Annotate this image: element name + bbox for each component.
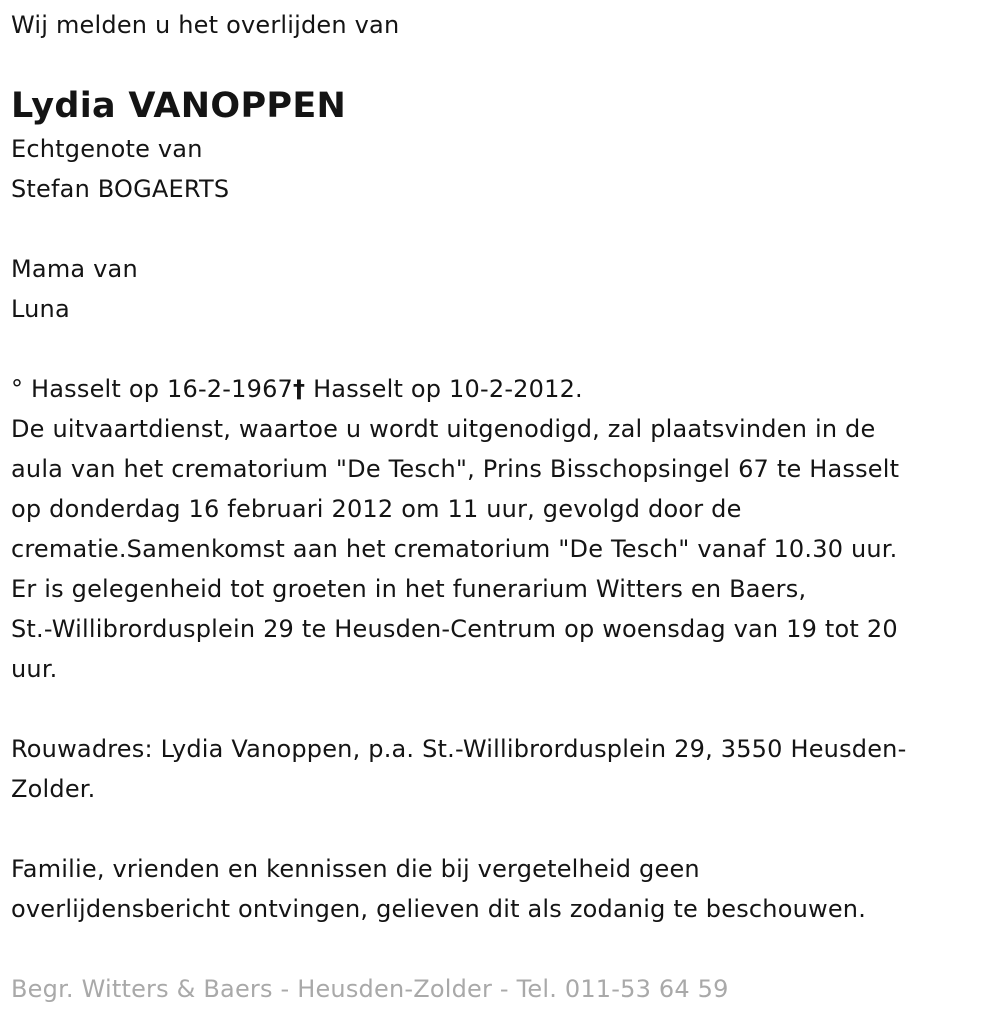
address-paragraph <box>11 729 996 809</box>
service-line: St.-Willibrordusplein 29 te Heusden-Centrum op woensdag van 19 tot 20 <box>11 615 898 643</box>
closing-line: overlijdensbericht ontvingen, gelieven dit als zodanig te beschouwen. <box>11 895 867 923</box>
spacer <box>11 329 996 369</box>
child-name: Luna <box>11 295 70 323</box>
address-line: Zolder. <box>11 775 96 803</box>
spacer <box>11 689 996 729</box>
birth-text: ° Hasselt op 16-2-1967 <box>11 375 294 403</box>
cross-icon: † <box>293 375 306 403</box>
spacer <box>11 929 996 969</box>
spacer <box>11 809 996 849</box>
service-paragraph <box>11 409 996 689</box>
service-line: Er is gelegenheid tot groeten in het funerarium Witters en Baers, <box>11 575 807 603</box>
birth-death-line <box>11 369 996 409</box>
funeral-home-footer: Begr. Witters & Baers - Heusden-Zolder - Tel. 011-53 64 59 <box>11 975 729 1003</box>
spouse-name: Stefan BOGAERTS <box>11 175 230 203</box>
intro-text: Wij melden u het overlijden van <box>11 11 400 39</box>
service-line: op donderdag 16 februari 2012 om 11 uur, gevolgd door de <box>11 495 742 523</box>
deceased-name: Lydia VANOPPEN <box>11 86 347 126</box>
service-line: aula van het crematorium "De Tesch", Prins Bisschopsingel 67 te Hasselt <box>11 455 900 483</box>
children-label: Mama van <box>11 255 138 283</box>
closing-line: Familie, vrienden en kennissen die bij vergetelheid geen <box>11 855 700 883</box>
death-notice <box>11 0 996 1009</box>
death-text: Hasselt op 10-2-2012. <box>305 375 583 403</box>
spacer <box>11 209 996 249</box>
address-line: Rouwadres: Lydia Vanoppen, p.a. St.-Willibrordusplein 29, 3550 Heusden- <box>11 735 907 763</box>
service-line: crematie.Samenkomst aan het crematorium "De Tesch" vanaf 10.30 uur. <box>11 535 898 563</box>
service-line: uur. <box>11 655 58 683</box>
service-line: De uitvaartdienst, waartoe u wordt uitgenodigd, zal plaatsvinden in de <box>11 415 876 443</box>
spouse-label: Echtgenote van <box>11 135 203 163</box>
closing-paragraph <box>11 849 996 929</box>
